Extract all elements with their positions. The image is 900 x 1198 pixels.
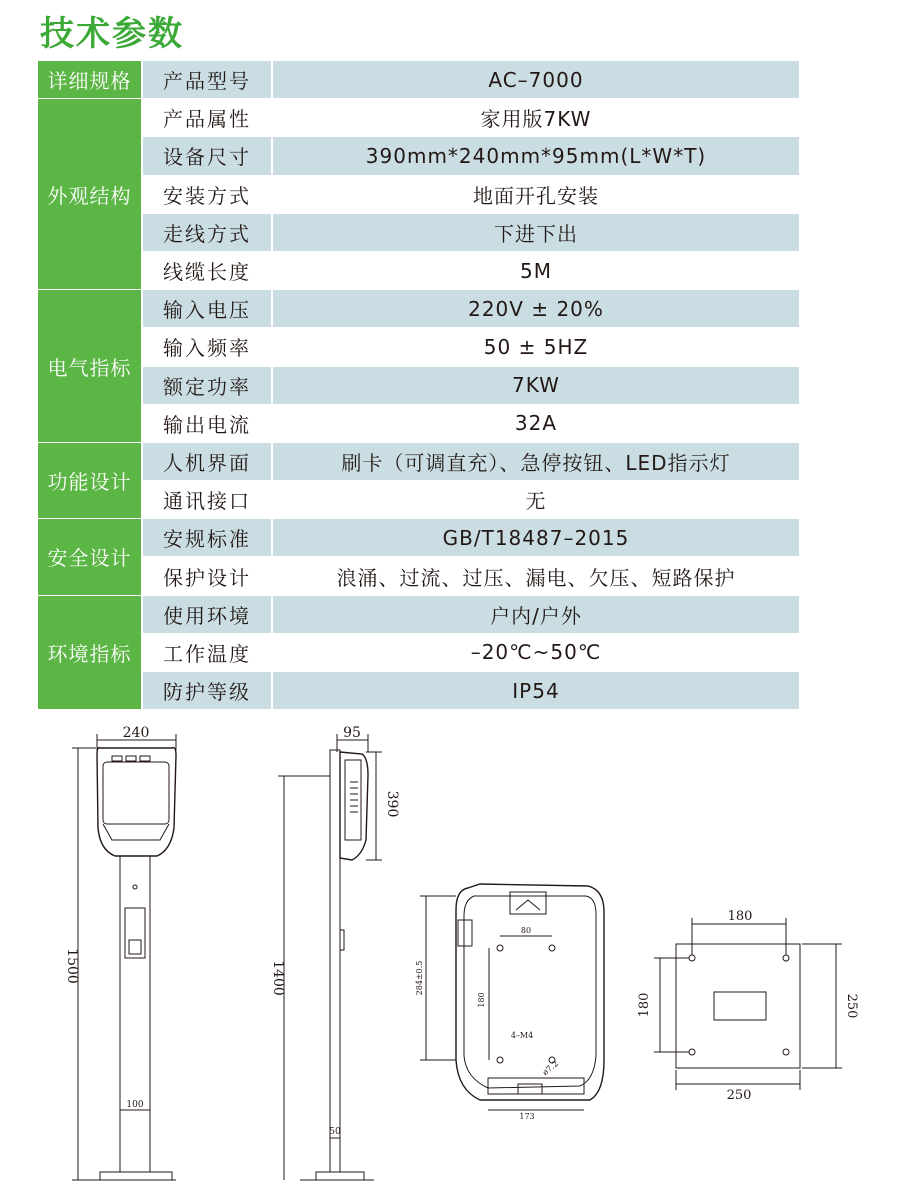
spec-label: 安装方式: [142, 175, 272, 213]
spec-category: 安全设计: [38, 519, 142, 595]
spec-category: 功能设计: [38, 442, 142, 518]
spec-label: 线缆长度: [142, 251, 272, 289]
back-holes-label: 4–M4: [510, 1031, 534, 1040]
back-hole-height-label: 180: [477, 992, 486, 1008]
spec-label: 通讯接口: [142, 481, 272, 519]
spec-row: [38, 99, 799, 137]
spec-value: 家用版7KW: [272, 99, 799, 137]
spec-label: 防护等级: [142, 672, 272, 710]
dimension-drawings: [0, 700, 900, 1198]
spec-value: –20℃~50℃: [272, 633, 799, 671]
spec-value: 下进下出: [272, 213, 799, 251]
front-height-label: 1500: [64, 948, 80, 984]
spec-row: [38, 557, 799, 595]
spec-label: 额定功率: [142, 366, 272, 404]
spec-table: [38, 61, 799, 710]
spec-value: 220V ± 20%: [272, 290, 799, 328]
spec-value: 390mm*240mm*95mm(L*W*T): [272, 137, 799, 175]
spec-label: 产品型号: [142, 61, 272, 99]
back-dia-label: ø7.2: [540, 1058, 561, 1078]
spec-row: [38, 213, 799, 251]
spec-label: 工作温度: [142, 633, 272, 671]
back-height-label: 284±0.5: [415, 960, 424, 996]
spec-category: 外观结构: [38, 99, 142, 290]
spec-row: [38, 175, 799, 213]
spec-label: 保护设计: [142, 557, 272, 595]
side-depth-label: 95: [343, 725, 361, 741]
spec-label: 人机界面: [142, 442, 272, 480]
side-body-label: 390: [384, 790, 400, 818]
spec-value: 浪涌、过流、过压、漏电、欠压、短路保护: [272, 557, 799, 595]
back-plate-drawing: [420, 884, 604, 1110]
spec-label: 输入电压: [142, 290, 272, 328]
spec-label: 走线方式: [142, 213, 272, 251]
base-plate-drawing: [654, 918, 842, 1090]
base-plate-height-label: 250: [844, 993, 859, 1019]
spec-category: 详细规格: [38, 61, 142, 99]
spec-row: [38, 519, 799, 557]
spec-value: 7KW: [272, 366, 799, 404]
side-height-label: 1400: [270, 960, 286, 996]
spec-row: [38, 290, 799, 328]
spec-value: 50 ± 5HZ: [272, 328, 799, 366]
side-post-label: 50: [329, 1127, 341, 1137]
spec-label: 输入频率: [142, 328, 272, 366]
spec-row: [38, 61, 799, 99]
spec-category: 环境指标: [38, 595, 142, 710]
spec-category: 电气指标: [38, 290, 142, 443]
spec-label: 设备尺寸: [142, 137, 272, 175]
front-width-label: 240: [122, 725, 150, 741]
base-hole-width-label: 180: [727, 909, 753, 924]
spec-value: 5M: [272, 251, 799, 289]
spec-row: [38, 404, 799, 442]
spec-label: 安规标准: [142, 519, 272, 557]
spec-value: 地面开孔安装: [272, 175, 799, 213]
spec-value: 32A: [272, 404, 799, 442]
front-post-label: 100: [126, 1100, 144, 1110]
side-view-drawing: [278, 734, 382, 1180]
spec-value: AC–7000: [272, 61, 799, 99]
spec-value: 户内/户外: [272, 595, 799, 633]
page-title: 技术参数: [40, 14, 184, 54]
spec-row: [38, 328, 799, 366]
spec-value: GB/T18487–2015: [272, 519, 799, 557]
spec-row: [38, 442, 799, 480]
spec-row: [38, 595, 799, 633]
spec-value: IP54: [272, 672, 799, 710]
spec-row: [38, 366, 799, 404]
spec-value: 无: [272, 481, 799, 519]
spec-label: 产品属性: [142, 99, 272, 137]
back-hole-width-label: 80: [520, 926, 532, 935]
base-hole-height-label: 180: [637, 992, 652, 1018]
base-plate-width-label: 250: [726, 1088, 752, 1103]
back-bottom-label: 173: [519, 1112, 535, 1121]
spec-row: [38, 481, 799, 519]
spec-row: [38, 633, 799, 671]
front-view-drawing: [72, 734, 176, 1180]
spec-value: 刷卡（可调直充）、急停按钮、LED指示灯: [272, 442, 799, 480]
spec-label: 使用环境: [142, 595, 272, 633]
spec-row: [38, 137, 799, 175]
spec-label: 输出电流: [142, 404, 272, 442]
spec-row: [38, 251, 799, 289]
